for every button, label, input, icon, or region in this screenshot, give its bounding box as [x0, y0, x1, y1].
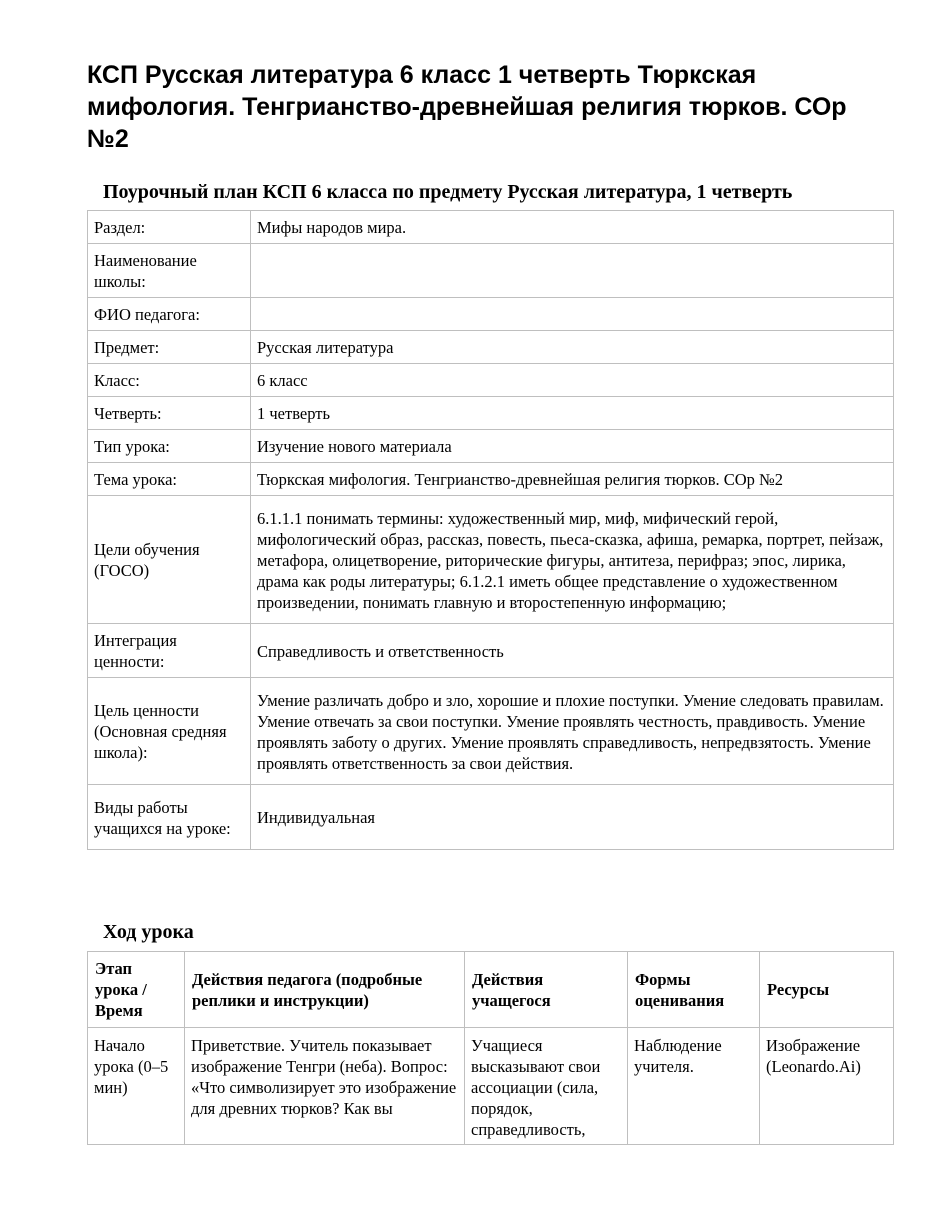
info-label: Предмет: [88, 331, 251, 364]
assessment-cell [628, 1028, 760, 1145]
info-value: Русская литература [251, 331, 894, 364]
info-row-teacher [88, 298, 894, 331]
info-label: Наименование школы: [88, 244, 251, 298]
column-header: Действия педагога (подробные реплики и инструкции) [185, 952, 465, 1028]
teacher-actions-cell [185, 1028, 465, 1145]
info-row-section [88, 211, 894, 244]
info-value: Умение различать добро и зло, хорошие и плохие поступки. Умение следовать правилам. Умение отвечать за свои поступки. Умение проявлять честность, правдивость. Умение проявлять заботу о других. Умение проявлять справедливость, непредвзятость. Умение проявлять ответственность за свои действия. [251, 678, 894, 785]
info-value: Справедливость и ответственность [251, 624, 894, 678]
column-header: Ресурсы [760, 952, 894, 1028]
info-value: Индивидуальная [251, 785, 894, 850]
info-value: Мифы народов мира. [251, 211, 894, 244]
assessment-forms: Наблюдение учителя. [634, 1036, 722, 1076]
lesson-row [88, 1028, 894, 1145]
lesson-info-table [87, 210, 894, 850]
info-row-grade [88, 364, 894, 397]
info-value: Тюркская мифология. Тенгрианство-древнейшая религия тюрков. СОр №2 [251, 463, 894, 496]
info-row-value-goal [88, 678, 894, 785]
column-header: Формы оценивания [628, 952, 760, 1028]
info-row-quarter [88, 397, 894, 430]
info-label: Тип урока: [88, 430, 251, 463]
info-value [251, 298, 894, 331]
info-label: Цель ценности (Основная средняя школа): [88, 678, 251, 785]
info-label: Интеграция ценности: [88, 624, 251, 678]
info-row-topic [88, 463, 894, 496]
resources: Изображение (Leonardo.Ai) [766, 1036, 861, 1076]
info-value [251, 244, 894, 298]
column-header: Действия учащегося [465, 952, 628, 1028]
lesson-stage-cell [88, 1028, 185, 1145]
info-row-objectives [88, 496, 894, 624]
info-row-lesson-type [88, 430, 894, 463]
info-label: Цели обучения (ГОСО) [88, 496, 251, 624]
info-label: Виды работы учащихся на уроке: [88, 785, 251, 850]
plan-heading: Поурочный план КСП 6 класса по предмету Русская литература, 1 четверть [103, 181, 793, 203]
student-actions-cell [465, 1028, 628, 1145]
info-label: ФИО педагога: [88, 298, 251, 331]
lesson-stage: Начало урока (0–5 мин) [94, 1036, 169, 1097]
info-value: 6 класс [251, 364, 894, 397]
info-row-school [88, 244, 894, 298]
info-label: Класс: [88, 364, 251, 397]
column-header: Этап урока / Время [88, 952, 185, 1028]
info-row-work-types [88, 785, 894, 850]
info-value: 1 четверть [251, 397, 894, 430]
info-label: Четверть: [88, 397, 251, 430]
info-value: Изучение нового материала [251, 430, 894, 463]
info-label: Тема урока: [88, 463, 251, 496]
student-actions: Учащиеся высказывают свои ассоциации (сила, порядок, справедливость, [471, 1036, 601, 1139]
info-row-value-integration [88, 624, 894, 678]
lesson-table-header [88, 952, 894, 1028]
lesson-flow-table [87, 951, 894, 1145]
info-row-subject [88, 331, 894, 364]
lesson-heading: Ход урока [103, 921, 194, 943]
info-label: Раздел: [88, 211, 251, 244]
info-value: 6.1.1.1 понимать термины: художественный мир, миф, мифический герой, мифологический образ, рассказ, повесть, пьеса-сказка, афиша, ремарка, портрет, пейзаж, метафора, олицетворение, риторические фигуры, антитеза, перифраз; эпос, лирика, драма как роды литературы; 6.1.2.1 иметь общее представление о художественном произведении, понимать главную и второстепенную информацию; [251, 496, 894, 624]
page-title: КСП Русская литература 6 класс 1 четверть Тюркская мифология. Тенгрианство-древнейшая религия тюрков. СОр №2 [87, 61, 847, 153]
teacher-actions: Приветствие. Учитель показывает изображение Тенгри (неба). Вопрос: «Что символизирует это изображение для древних тюрков? Как вы [191, 1036, 457, 1118]
resources-cell [760, 1028, 894, 1145]
